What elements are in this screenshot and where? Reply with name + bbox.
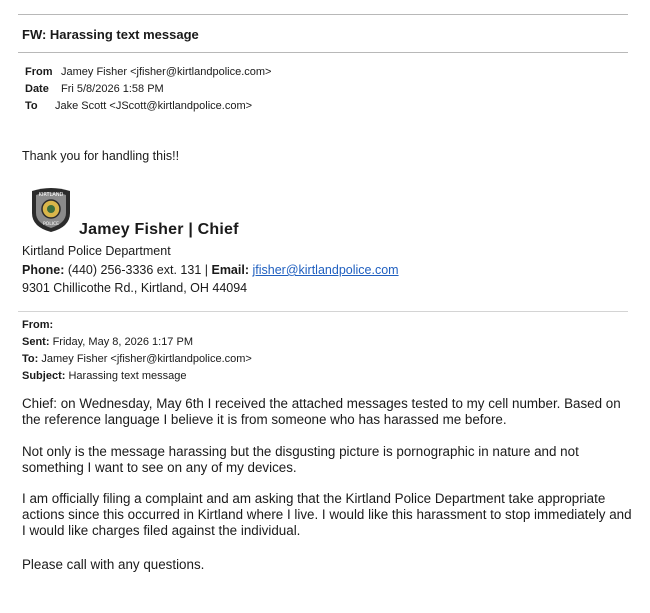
body-paragraph-2: Not only is the message harassing but the disgusting picture is pornographic in nature and not something I want to see on any of my devices.	[22, 444, 579, 475]
body-paragraph-4: Please call with any questions.	[22, 557, 205, 572]
fwd-to-value: Jamey Fisher <jfisher@kirtlandpolice.com>	[41, 353, 252, 365]
header-date	[25, 83, 164, 95]
email-subject: FW: Harassing text message	[22, 27, 199, 42]
svg-text:POLICE: POLICE	[42, 222, 60, 227]
fwd-sent-label: Sent:	[22, 336, 50, 348]
fwd-subject-row	[22, 368, 252, 385]
header-to	[25, 100, 252, 112]
signature-name: Jamey Fisher | Chief	[79, 221, 239, 238]
body-paragraph-1: Chief: on Wednesday, May 6th I received the attached messages tested to my cell number. Based on the reference language I believe it is from someone who has harassed me before.	[22, 396, 621, 427]
forwarded-header	[22, 317, 252, 385]
header-from-value: Jamey Fisher <jfisher@kirtlandpolice.com>	[61, 66, 272, 78]
email-link[interactable]: jfisher@kirtlandpolice.com	[252, 263, 399, 277]
fwd-sent-row	[22, 334, 252, 351]
top-divider	[18, 14, 628, 15]
forward-divider	[18, 311, 628, 312]
signature-address: 9301 Chillicothe Rd., Kirtland, OH 44094	[22, 281, 248, 295]
fwd-from-row	[22, 317, 252, 334]
fwd-from-label: From:	[22, 319, 54, 331]
header-to-label: To	[25, 100, 38, 112]
body-paragraph-3: I am officially filing a complaint and am asking that the Kirtland Police Department take appropriate actions since this occurred in Kirtland where I live. I would like this harassment to stop immediately and I would like charges filed against the individual.	[22, 491, 632, 538]
fwd-subject-value: Harassing text message	[68, 370, 187, 382]
fwd-to-label: To:	[22, 353, 39, 365]
email-label: Email:	[211, 263, 249, 277]
signature-contact	[22, 263, 399, 277]
header-from-label: From	[25, 66, 53, 78]
fwd-sent-value: Friday, May 8, 2026 1:17 PM	[52, 336, 193, 348]
fwd-subject-label: Subject:	[22, 370, 66, 382]
police-badge-logo	[26, 187, 76, 233]
svg-text:KIRTLAND: KIRTLAND	[38, 192, 64, 198]
signature-department: Kirtland Police Department	[22, 244, 171, 258]
header-date-label: Date	[25, 83, 49, 95]
header-date-value: Fri 5/8/2026 1:58 PM	[61, 83, 164, 95]
fwd-to-row	[22, 351, 252, 368]
greeting-text: Thank you for handling this!!	[22, 149, 180, 163]
phone-value: (440) 256-3336 ext. 131 |	[67, 263, 208, 277]
subject-divider	[18, 52, 628, 53]
header-from	[25, 66, 271, 78]
phone-label: Phone:	[22, 263, 65, 277]
header-to-value: Jake Scott <JScott@kirtlandpolice.com>	[55, 100, 253, 112]
